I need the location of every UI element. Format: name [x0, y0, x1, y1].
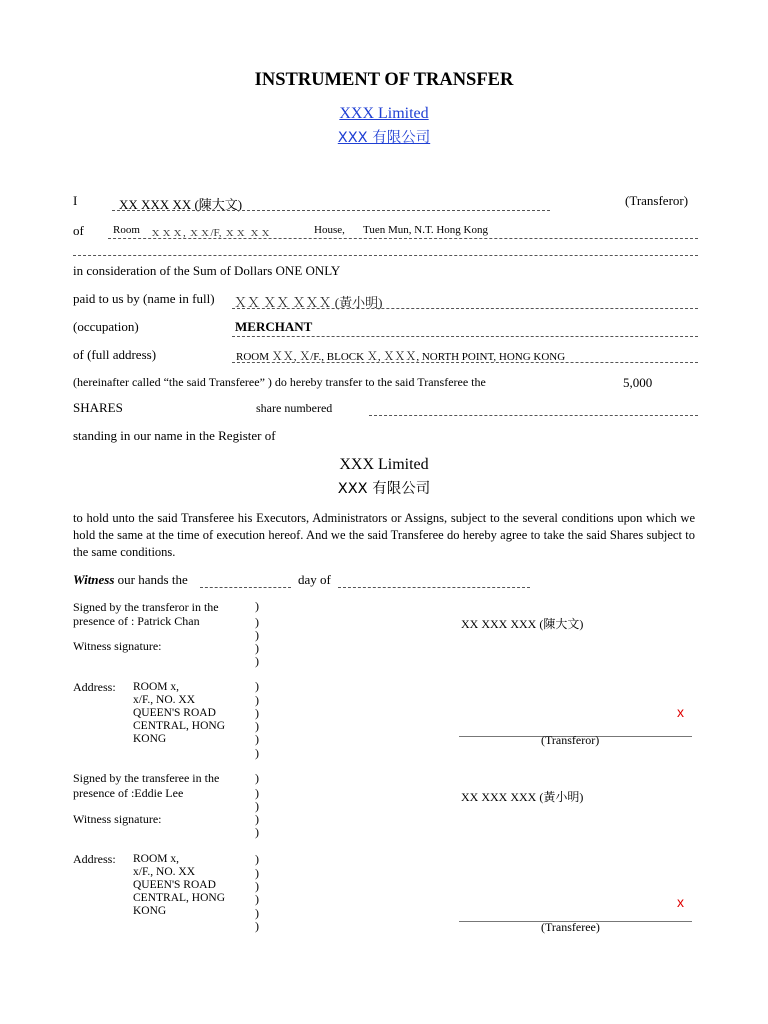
transferee-address-line	[232, 362, 698, 363]
paren: )	[255, 732, 259, 746]
conditions-paragraph: to hold unto the said Transferee his Executors, Administrators or Assigns, subject to the several conditions upon which we hold the same at the time of execution hereof. And we the said Transferee do hereby agree to take the said Shares subject to the same conditions.	[73, 511, 695, 559]
transferee-signature-mark: x	[677, 894, 684, 910]
occupation-line	[232, 336, 698, 337]
transferee-signed-line2: presence of :Eddie Lee	[73, 786, 184, 800]
transferee-signed-line1: Signed by the transferee in the	[73, 771, 220, 785]
share-numbered-line	[369, 415, 698, 416]
hereinafter-text: (hereinafter called “the said Transferee” ) do hereby transfer to the said Transferee the	[73, 375, 486, 389]
document-title: INSTRUMENT OF TRANSFER	[254, 70, 514, 90]
paren: )	[255, 906, 259, 920]
paren: )	[255, 693, 259, 707]
label-of: of	[73, 223, 84, 238]
paren: )	[255, 852, 259, 866]
consideration-text: in consideration of the Sum of Dollars ONE ONLY	[73, 263, 341, 278]
transferor-address-line	[108, 238, 698, 239]
paren: )	[255, 706, 259, 720]
transferee-address-label: Address:	[73, 852, 116, 866]
transferee-witness-address: ROOM x, x/F., NO. XX QUEEN'S ROAD CENTRAL, HONG KONG	[133, 853, 225, 917]
transferor-signer-name: XX XXX XXX (陳大文)	[461, 617, 584, 631]
witness-bold: Witness	[73, 572, 115, 587]
paren: )	[255, 771, 259, 785]
transferee-caption: (Transferee)	[541, 920, 600, 934]
paren: )	[255, 825, 259, 839]
register-company-name-zh: XXX 有限公司	[337, 481, 431, 497]
occupation-value: MERCHANT	[235, 319, 313, 334]
witness-line	[73, 572, 188, 588]
transferor-signed-line2: presence of : Patrick Chan	[73, 614, 200, 628]
share-numbered-label: share numbered	[256, 401, 333, 415]
witness-day-of: day of	[298, 572, 331, 587]
transferor-witness-address: ROOM x, x/F., NO. XX QUEEN'S ROAD CENTRAL, HONG KONG	[133, 681, 225, 745]
transferee-signer-name: XX XXX XXX (黃小明)	[461, 790, 584, 804]
paren: )	[255, 786, 259, 800]
transferee-name: ＸＸ ＸＸ ＸＸＸ (黃小明)	[234, 295, 383, 310]
paren: )	[255, 866, 259, 880]
transferor-address-label: Address:	[73, 680, 116, 694]
paren: )	[255, 641, 259, 655]
transferor-name-line	[112, 210, 550, 211]
paren: )	[255, 654, 259, 668]
transferor-caption: (Transferor)	[541, 733, 600, 747]
witness-rest: our hands the	[117, 572, 188, 587]
transferor-address-rest: Tuen Mun, N.T. Hong Kong	[363, 224, 488, 236]
paren: )	[255, 799, 259, 813]
transferee-address: ROOM ＸＸ, Ｘ/F., BLOCK Ｘ, ＸＸＸ, NORTH POINT, HONG KONG	[236, 351, 566, 363]
standing-text: standing in our name in the Register of	[73, 428, 276, 443]
transferor-witness-sig: Witness signature:	[73, 639, 162, 653]
paren: )	[255, 746, 259, 760]
transferor-role: (Transferor)	[625, 193, 689, 208]
register-company-name-en: XXX Limited	[339, 456, 429, 473]
transferee-name-line	[232, 308, 698, 309]
transferee-address-label: of (full address)	[73, 347, 157, 362]
paren: )	[255, 879, 259, 893]
paren: )	[255, 812, 259, 826]
transferor-address-house: House,	[314, 224, 345, 236]
paren: )	[255, 892, 259, 906]
occupation-label: (occupation)	[73, 319, 139, 334]
company-name-zh-link[interactable]: XXX 有限公司	[337, 130, 431, 146]
paren: )	[255, 679, 259, 693]
transferor-name: XX XXX XX (陳大文)	[119, 197, 243, 212]
paren: )	[255, 919, 259, 933]
transferor-address-line-2	[73, 255, 698, 256]
transferor-signature-mark: x	[677, 704, 684, 720]
paren: )	[255, 599, 259, 613]
transferee-witness-sig: Witness signature:	[73, 812, 162, 826]
paid-label: paid to us by (name in full)	[73, 291, 215, 306]
share-count: 5,000	[623, 375, 653, 390]
transferor-signed-line1: Signed by the transferor in the	[73, 600, 219, 614]
paren: )	[255, 628, 259, 642]
company-name-en-link[interactable]: XXX Limited	[339, 105, 429, 122]
shares-label: SHARES	[73, 400, 123, 415]
transferor-address-fill: ｘｘｘ, ｘｘ/F, ｘｘ ｘｘ	[150, 227, 272, 239]
witness-month-line	[338, 587, 530, 588]
paren: )	[255, 615, 259, 629]
label-i: I	[73, 193, 78, 208]
transferor-address-room: Room	[113, 224, 140, 236]
paren: )	[255, 719, 259, 733]
witness-day-line	[200, 587, 291, 588]
